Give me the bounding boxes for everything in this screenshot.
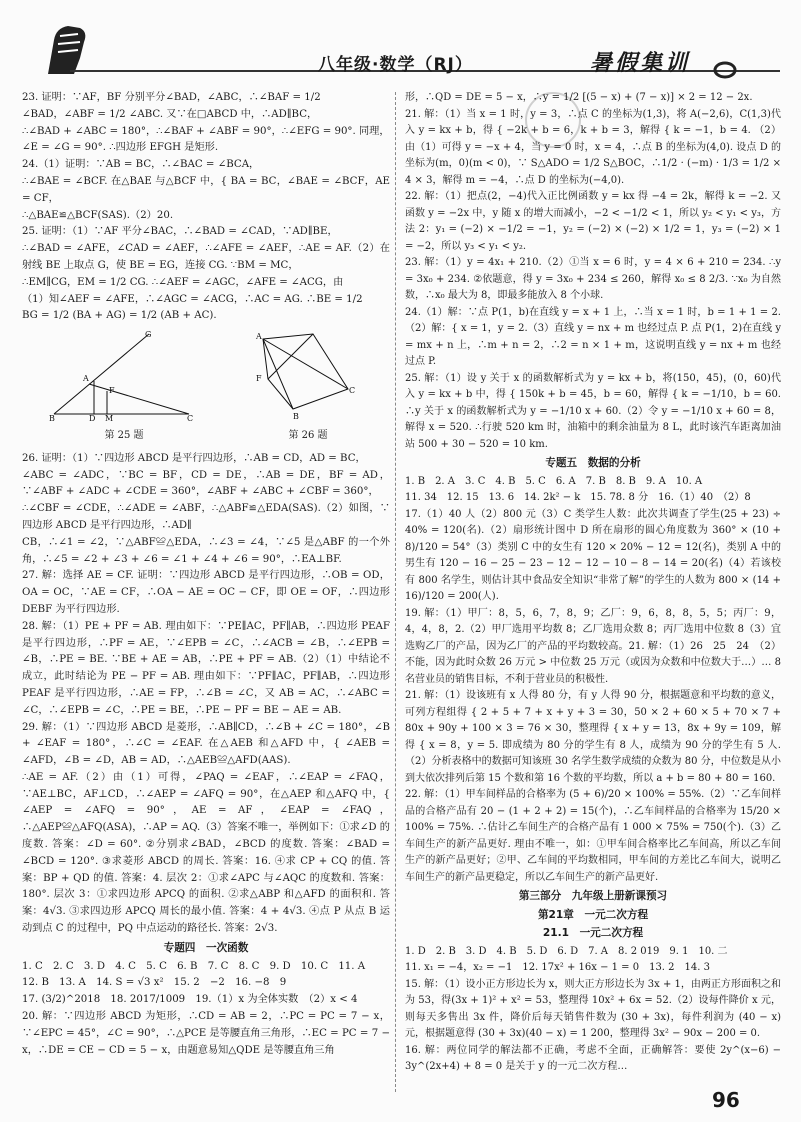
chapter-title: 第21章 一元二次方程 [537, 908, 649, 921]
answer-line: 11. x₁ = −4，x₂ = −1 12. 17x² + 16x − 1 = 0 13. 2 14. 3 [405, 962, 710, 973]
quadrilateral-figure [253, 329, 363, 421]
paragraph: 23. 解：（1）y = 4x₁ + 210.（2）①当 x = 6 时，y = 4 × 6 + 210 = 234. ∴y = 3x₀ + 234. ②依题意，得 y = 3x₀ + 234 ≤ 260，解得 x₀ ≤ 8 2/3. ∵x₀ 为自然数，∴x₀ 最大为 8，即最多能放入 8 个小球. [405, 257, 781, 301]
paragraph: ∴AE = AF.（2）由（1）可得，∠PAQ = ∠EAF，∴∠EAP = ∠FAQ，∵AE⊥BC，AF⊥CD，∴∠AEP = ∠AFQ = 90°，在△AEP 和△AFQ 中，{ ∠AEP = ∠AFQ = 90°，AE = AF，∠EAP = ∠FAQ，∴△AEP≌△AFQ(ASA)，∴AP = AQ.（3）答案不唯一，举例如下：①求∠D 的度数. 答案：∠D = 60°. ②分别求∠BAD，∠BCD 的度数. 答案：∠BAD = ∠BCD = 120°. ③求菱形 ABCD 的周长. 答案：16. ④求 CP + CQ 的值. 答案：BP + QD 的值. 答案：4. 层次 2：①求∠APC 与∠AQC 的度数和. 答案：180°. 层次 3：①求四边形 APCQ 的面积. ②求△ABP 和△AFD 的面积和. 答案：4√3. ③求四边形 APCQ 周长的最小值. 答案：4 + 4√3. ④点 P 从点 B 运动到点 C 的过程中，PQ 中点运动的路径长. 答案：2√3. [22, 771, 391, 935]
triangle-figure [49, 329, 199, 421]
subsection-title: 21.1 一元二次方程 [542, 927, 644, 939]
paragraph: BG = 1/2 (BA + AG) = 1/2 (AB + AC). [22, 310, 217, 322]
answer-line: 15. 解：（1）设小正方形边长为 x，则大正方形边长为 3x + 1，由两正方形面积之和为 53，得(3x + 1)² + x² = 53，整理得 10x² + 6x = 52.（2）设每件降价 x 元，则每天多售出 3x 件，降价后每天销售件数为 (30 + 3x)，每件利润为 (40 − x) 元，根据题意得 (30 + 3x)(40 − x) = 1 200，整理得 3x² − 90x − 200 = 0. [405, 978, 781, 1039]
svg-text:B: B [49, 414, 55, 422]
paragraph: 25. 解：（1）设 y 关于 x 的函数解析式为 y = kx + b，将(150，45)，(0，60)代入 y = kx + b 中，得 { 150k + b = 45，b = 60，解得 { k = −1/10，b = 60. ∴y 关于 x 的函数解析式为 y = −1/10 x + 60.（2）令 y = −1/10 x + 60 = 8，解得 x = 520. ∴行驶 520 km 时，油箱中的剩余油量为 8 L，此时该汽车距离加油站 500 + 30 − 520 = 10 km. [405, 372, 781, 450]
paragraph: ∴∠BAE = ∠BCF. 在△BAE 与△BCF 中，{ BA = BC，∠BAE = ∠BCF，AE = CF， [22, 175, 390, 204]
part-title: 第三部分 九年级上册新课预习 [518, 890, 668, 902]
figure-row [22, 329, 390, 445]
svg-text:C: C [187, 414, 194, 422]
answer-line: 1. C 2. C 3. D 4. C 5. C 6. B 7. C 8. C 9. D 10. C 11. A [22, 960, 366, 972]
figure-26 [253, 329, 363, 445]
section-title: 专题五 数据的分析 [545, 457, 641, 469]
page-header [0, 0, 801, 86]
paragraph: （1）知∠AEF = ∠AFE，∴∠AGC = ∠ACG，∴AC = AG. ∴BE = 1/2 [22, 293, 363, 305]
answer-line: 22. 解：（1）甲车间样品的合格率为 (5 + 6)/20 × 100% = 55%.（2）∵乙车间样品的合格产品有 20 − (1 + 2 + 2) = 15(个)，∴乙车间样品的合格率为 15/20 × 100% = 75%. ∴估计乙车间生产的合格产品有 1 000 × 75% = 750(个).（3）乙车间生产的新产品更好. 理由不唯一，如：①甲车间合格率比乙车间高，所以乙车间生产的新产品更好；②甲、乙车间的平均数相同，甲车间的方差比乙车间大，说明乙车间生产的新产品更稳定，所以乙车间生产的新产品更好. [405, 789, 781, 883]
ring-icon [712, 60, 738, 80]
paragraph: 24.（1）证明：∵AB = BC，∴∠BAC = ∠BCA， [22, 159, 260, 171]
answer-line: 17.（1）40 人（2）800 元（3）C 类学生人数：此次共调查了学生(25 + 23) ÷ 40% = 120(名).（2）扇形统计图中 D 所在扇形的圆心角度数为 360° × (10 + 8)/120 = 54°（3）类别 C 中的女生有 120 × 20% − 12 = 12(名)，类别 A 中的男生有 120 − 16 − 25 − 23 − 12 − 12 − 10 − 8 − 14 = 20(名)（4）若该校有 800 名学生，则估计其中食品安全知识“非常了解”的学生的人数为 800 × (14 + 16)/120 = 200(人). [405, 508, 781, 602]
paragraph: 形，∴QD = DE = 5 − x，∴y = 1/2 [(5 − x) + (7 − x)] × 2 = 12 − 2x. [405, 92, 753, 103]
paragraph: 28. 解：（1）PE + PF = AB. 理由如下：∵PE∥AC，PF∥AB，∴四边形 PEAF 是平行四边形，∴PF = AE，∵∠EPB = ∠C，∴∠ACB = ∠B，∴∠EPB = ∠B，∴PE = BE. ∵BE + AE = AB，∴PE + PF = AB.（2）（1）中结论不成立，此时结论为 PE − PF = AB. 理由如下：∵PF∥AC，PF∥AB，∴四边形 PEAF 是平行四边形，∴AE = FP，∴∠B = ∠C，又 AB = AC，∴∠ABC = ∠C，∴∠EPB = ∠C，∴PE = BE，∴PE − PF = BE − AE = AB. [22, 620, 390, 716]
paragraph: ∠BAD，∠ABF = 1/2 ∠ABC. 又∵在□ABCD 中，∴AD∥BC， [22, 108, 318, 120]
paragraph: 26. 证明：（1）∵四边形 ABCD 是平行四边形，∴AB = CD，AD = BC， [22, 452, 366, 464]
paragraph: 27. 解：选择 AE = CF. 证明：∵四边形 ABCD 是平行四边形，∴OB = OD，OA = OC，∵AE = CF，∴OA − AE = OC − CF，即 OE = OF，∴四边形 DEBF 为平行四边形. [22, 570, 390, 615]
svg-text:D: D [89, 414, 96, 422]
figure-25 [49, 329, 199, 445]
paragraph: ∴EM∥CG，EM = 1/2 CG. ∴∠AEF = ∠AGC，∠AFE = ∠ACG，由 [22, 276, 344, 288]
column-divider [395, 92, 396, 1092]
paragraph: 25. 证明：（1）∵AF 平分∠BAC，∴∠BAD = ∠CAD，∵AD∥BE， [22, 226, 338, 238]
svg-text:F: F [256, 374, 262, 384]
paragraph: 24.（1）解：∵点 P(1，b)在直线 y = x + 1 上，∴当 x = 1 时，b = 1 + 1 = 2.（2）解：{ x = 1，y = 2.（3）直线 y = nx + m 也经过点 P. 点 P(1，2)在直线 y = mx + n 上，∴m + n = 2，∴2 = n × 1 + m，这说明直线 y = nx + m 也经过点 P. [405, 306, 781, 367]
svg-text:A: A [83, 374, 89, 384]
answer-line: 20. 解：∵四边形 ABCD 为矩形，∴CD = AB = 2，∴PC = PC = 7 − x，∵∠EPC = 45°，∠C = 90°，∴△PCE 是等腰直角三角形，∴EC = PC = 7 − x，∴DE = CE − CD = 5 − x，由题意易知△QDE 是等腰直角三角 [22, 1011, 390, 1056]
answer-line: 17. (3/2)^2018 18. 2017/1009 19.（1）x 为全体实数 （2）x < 4 [22, 994, 358, 1006]
paragraph: ∴∠BAD = ∠AFE，∠CAD = ∠AEF，∴∠AFE = ∠AEF，∴AE = AF.（2）在射线 BE 上取点 G，使 BE = EG，连接 CG. ∵BM = MC， [22, 243, 390, 271]
paragraph: CB，∴∠1 = ∠2，∵△ABF≌△EDA，∴∠3 = ∠4，∵∠5 是△ABF 的一个外角，∴∠5 = ∠2 + ∠3 + ∠6 = ∠1 + ∠4 + ∠6 = 90°，∴EA⊥BF. [22, 536, 390, 565]
section-title: 专题四 一次函数 [163, 941, 249, 954]
paragraph: 21. 解：（1）当 x = 1 时，y = 3，∴点 C 的坐标为(1,3)，将 A(−2,6)，C(1,3)代入 y = kx + b，得 { −2k + b = 6，k + b = 3，解得 { k = −1，b = 4. （2）由（1）可得 y = −x + 4，当 y = 0 时，x = 4，∴点 B 的坐标为(4,0). 设点 D 的坐标为(m，0)(m < 0)，∵ S△ADO = 1/2 S△BOC，∴1/2 · (−m) · 1/3 = 1/2 × 4 × 3，解得 m = −4，∴点 D 的坐标为(−4,0). [405, 108, 781, 186]
svg-text:A: A [256, 332, 262, 342]
paragraph: ∴∠BAD + ∠ABC = 180°，∴∠BAF + ∠ABF = 90°，∴∠EFG = 90°. 同理， [22, 125, 390, 137]
left-column [22, 90, 390, 1059]
svg-text:B: B [293, 412, 299, 422]
answer-line: 21. 解：（1）设该班有 x 人得 80 分，有 y 人得 90 分，根据题意和平均数的意义，可列方程组得 { 2 + 5 + 7 + x + y + 3 = 30，50 × 2 + 60 × 5 + 70 × 7 + 80x + 90y + 100 × 3 = 76 × 30，整理得 { x + y = 13，8x + 9y = 109，解得 { x = 8，y = 5. 即成绩为 80 分的学生有 8 人，成绩为 90 分的学生有 5 人.（2）分析表格中的数据可知该班 30 名学生数学成绩的众数为 80 分，中位数是从小到大依次排列后第 15 个数和第 16 个数的平均数，所以 a + b = 80 + 80 = 160. [405, 690, 781, 784]
paragraph: 23. 证明：∵AF，BF 分别平分∠BAD，∠ABC，∴∠BAF = 1/2 [22, 92, 321, 103]
answer-line: 19. 解：（1）甲厂：8，5，6，7，8，9；乙厂：9，6，8，8，5，5；丙厂：9，4，4，8，2.（2）甲厂选用平均数 8；乙厂选用众数 8；丙厂选用中位数 8（3）宜选购乙厂的产品，因为乙厂的产品的平均数较高。21. 解：（1）26 25 24 （2）不能，因为此时众数 26 万元 > 中位数 25 万元（或因为众数和中位数大于…）… 8 名营业员的销售目标，不利于营业员的积极性. [405, 607, 781, 685]
paragraph: ∴△BAE≌△BCF(SAS).（2）20. [22, 209, 174, 221]
answer-line: 11. 34 12. 15 13. 6 14. 2k² − k 15. 78. 8 分 16.（1）40 （2）8 [405, 492, 751, 503]
paragraph: ∠ABC = ∠ADC，∵BC = BF，CD = DE，∴AB = DE，BF = AD，∵∠ABF + ∠ADC + ∠CDE = 360°，∠ABF + ∠ABC + ∠CBF = 360°， [22, 469, 390, 498]
answer-line: 16. 解：两位同学的解法都不正确，考虑不全面，正确解答：要使 2y^(x−6) − 3y^(2x+4) + 8 = 0 是关于 y 的一元二次方程… [405, 1044, 781, 1072]
brand-title: 暑假集训 [590, 50, 691, 76]
svg-text:F: F [109, 386, 115, 396]
page-title: 八年级·数学（RJ） [318, 55, 473, 75]
paragraph: ∴∠CBF = ∠CDE，∴∠ADE = ∠ABF，∴△ABF≌△EDA(SAS).（2）如图，∵四边形 ABCD 是平行四边形，∴AD∥ [22, 503, 390, 531]
figure-caption: 第 25 题 [104, 429, 144, 441]
mascot-fist-icon [40, 18, 92, 78]
paragraph: 29. 解：（1）∵四边形 ABCD 是菱形，∴AB∥CD，∴∠B + ∠C = 180°，∠B + ∠EAF = 180°，∴∠C = ∠EAF. 在△AEB 和△AFD 中，{ ∠AEB = ∠AFD，∠B = ∠D，AB = AD，∴△AEB≌△AFD(AAS). [22, 721, 390, 767]
answer-line: 1. B 2. A 3. C 4. B 5. C 6. A 7. B 8. B 9. A 10. A [405, 475, 703, 487]
svg-text:G: G [145, 330, 152, 340]
answer-line: 12. B 13. A 14. S = √3 x² 15. 2 −2 16. −8 9 [22, 977, 287, 989]
page-number: 96 [712, 1088, 740, 1112]
paragraph: 22. 解：（1）把点(2，−4)代入正比例函数 y = kx 得 −4 = 2k，解得 k = −2. 又函数 y = −2x 中，y 随 x 的增大而减小，−2 < −1/2 < 1，所以 y₂ < y₁ < y₃，方法 2：y₁ = (−2) × −1/2 = −1，y₂ = (−2) × (−2) × 1/2 = 1，y₃ = (−2) × 1 = −2，所以 y₃ < y₁ < y₂. [405, 191, 781, 252]
answer-line: 1. D 2. B 3. D 4. B 5. D 6. D 7. A 8. 2 019 9. 1 10. 二 [405, 945, 728, 957]
svg-text:C: C [349, 386, 356, 396]
right-column [405, 90, 781, 1076]
figure-caption: 第 26 题 [288, 429, 328, 441]
svg-text:M: M [105, 414, 114, 422]
paragraph: ∠E = ∠G = 90°. ∴四边形 EFGH 是矩形. [22, 142, 219, 154]
